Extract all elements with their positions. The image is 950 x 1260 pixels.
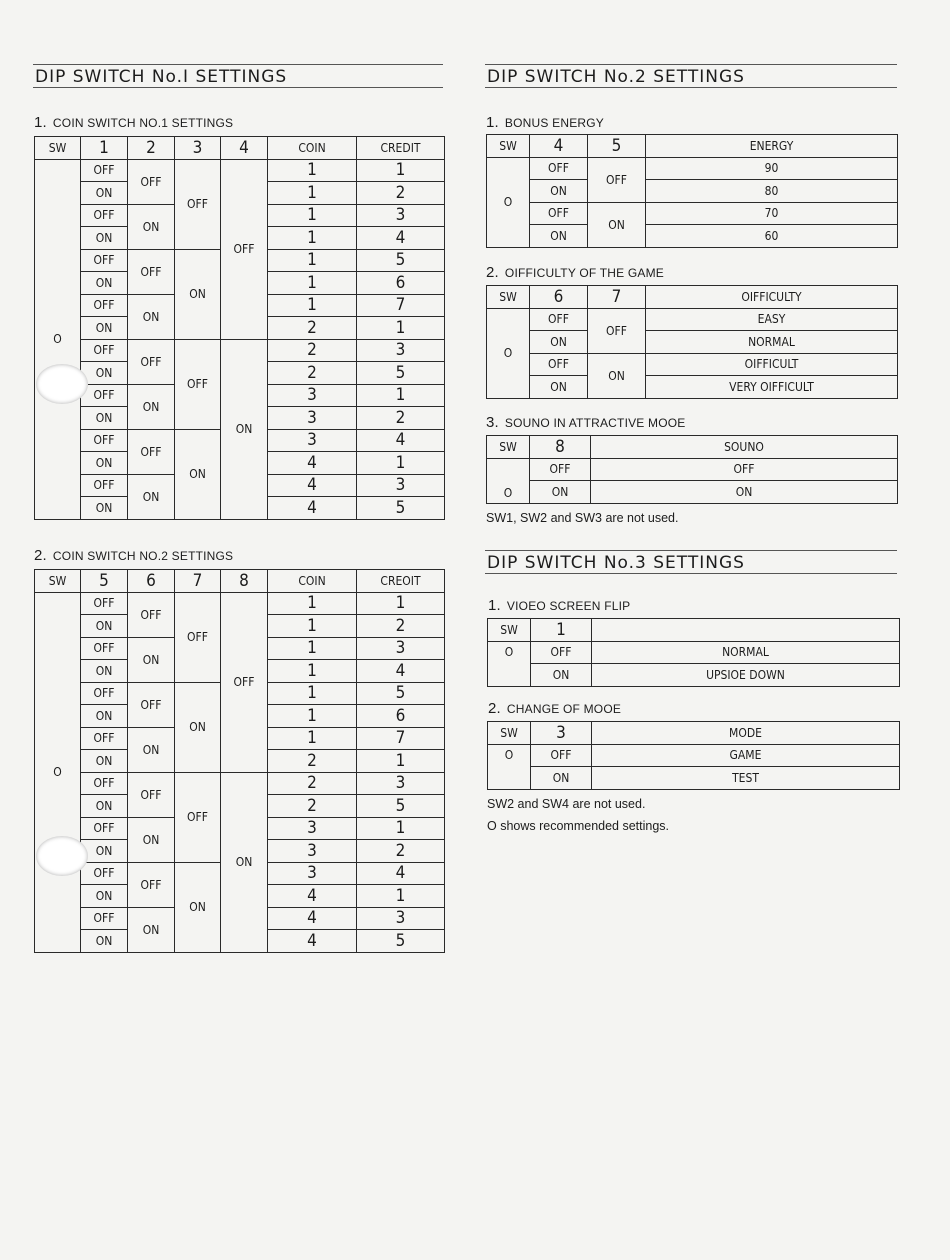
value-header: OIFFICULTY	[646, 286, 898, 309]
sw-header: SW	[35, 570, 81, 593]
switch-cell: ON	[81, 615, 128, 638]
coin-cell: 1	[268, 682, 357, 705]
coin-cell: 2	[268, 339, 357, 362]
value-cell: VERY OIFFICULT	[646, 376, 898, 399]
value-header: ENERGY	[646, 135, 898, 158]
flip-label: VIOEO SCREEN FLIP	[506, 599, 631, 613]
credit-cell: 5	[357, 497, 445, 520]
credit-cell: 4	[357, 660, 445, 683]
value-header	[592, 619, 900, 642]
coin1-subheading	[34, 114, 233, 131]
coin-cell: 3	[268, 384, 357, 407]
switch-cell: OFF	[81, 637, 128, 660]
coin-cell: 3	[268, 817, 357, 840]
credit-cell: 1	[357, 384, 445, 407]
coin-cell: 2	[268, 317, 357, 340]
coin-cell: 3	[268, 862, 357, 885]
credit-cell: 1	[357, 750, 445, 773]
difficulty-label: OIFFICULTY OF THE GAME	[504, 266, 665, 280]
recommended-mark-symbol: O	[504, 747, 514, 762]
credit-cell: 1	[357, 317, 445, 340]
switch-cell: OFF	[128, 339, 175, 384]
coin-cell: 1	[268, 705, 357, 728]
switch-cell: ON	[175, 862, 221, 952]
coin-cell: 1	[268, 227, 357, 250]
credit-cell: 3	[357, 637, 445, 660]
credit-cell: 2	[357, 182, 445, 205]
switch-cell: OFF	[175, 159, 221, 249]
binder-hole-top	[36, 364, 88, 404]
header-row	[487, 286, 898, 309]
switch-cell: ON	[128, 817, 175, 862]
sw2-unused-note: SW1, SW2 and SW3 are not used.	[486, 511, 679, 525]
switch-cell: OFF	[128, 862, 175, 907]
table-row	[487, 481, 898, 504]
switch-cell: OFF	[175, 339, 221, 429]
switch-cell: ON	[81, 407, 128, 430]
switch-cell: ON	[175, 682, 221, 772]
recommended-mark-symbol: O	[503, 485, 513, 500]
table-row	[488, 641, 900, 664]
switch-cell: OFF	[81, 772, 128, 795]
sw-header: SW	[487, 286, 530, 309]
credit-cell: 1	[357, 452, 445, 475]
switch-cell: OFF	[531, 641, 592, 664]
switch-cell: OFF	[175, 592, 221, 682]
coin-cell: 3	[268, 840, 357, 863]
switch-cell: ON	[81, 840, 128, 863]
switch-cell: ON	[81, 885, 128, 908]
credit-cell: 3	[357, 474, 445, 497]
switch-cell: ON	[81, 660, 128, 683]
table-row	[488, 744, 900, 767]
header-row	[488, 722, 900, 745]
recommended-legend: O shows recommended settings.	[487, 819, 670, 833]
recommended-mark: O	[487, 157, 530, 247]
bonus-number: 1.	[486, 114, 499, 131]
credit-cell: 2	[357, 615, 445, 638]
switch-cell: ON	[128, 907, 175, 952]
credit-cell: 1	[357, 159, 445, 182]
coin-cell: 4	[268, 907, 357, 930]
table-row	[487, 157, 898, 180]
coin-cell: 3	[268, 407, 357, 430]
coin2-table	[34, 569, 445, 953]
coin-cell: 1	[268, 272, 357, 295]
coin1-label: COIN SWITCH NO.1 SETTINGS	[52, 116, 234, 130]
table-row	[35, 772, 445, 795]
switch-header: 5	[81, 570, 128, 593]
switch-cell: OFF	[588, 157, 646, 202]
switch-cell: ON	[81, 750, 128, 773]
coin-cell: 2	[268, 795, 357, 818]
bonus-subheading	[486, 114, 604, 131]
switch-header: 2	[128, 137, 175, 160]
credit-cell: 4	[357, 429, 445, 452]
recommended-mark-symbol: O	[504, 644, 514, 659]
value-cell: 80	[646, 180, 898, 203]
switch-cell: OFF	[530, 308, 588, 331]
coin2-label: COIN SWITCH NO.2 SETTINGS	[52, 549, 234, 563]
coin-cell: 4	[268, 474, 357, 497]
value-cell: TEST	[592, 767, 900, 790]
switch-header: 1	[531, 619, 592, 642]
coin-cell: 1	[268, 204, 357, 227]
credit-cell: 5	[357, 795, 445, 818]
mode-table	[487, 721, 900, 790]
switch-cell: OFF	[128, 592, 175, 637]
switch-cell: ON	[221, 339, 268, 519]
flip-number: 1.	[488, 597, 501, 614]
credit-cell: 1	[357, 885, 445, 908]
switch-cell: OFF	[81, 727, 128, 750]
switch-cell: OFF	[128, 772, 175, 817]
switch-cell: ON	[128, 294, 175, 339]
switch-cell: ON	[175, 429, 221, 519]
flip-subheading	[488, 597, 630, 614]
switch-cell: ON	[530, 376, 588, 399]
switch-cell: OFF	[530, 458, 591, 481]
coin-cell: 1	[268, 592, 357, 615]
sw-header: SW	[488, 722, 531, 745]
switch-cell: OFF	[81, 159, 128, 182]
coin1-table	[34, 136, 445, 520]
sound-table	[486, 435, 898, 504]
switch-header: 4	[530, 135, 588, 158]
bonus-table	[486, 134, 898, 248]
header-row	[488, 619, 900, 642]
credit-cell: 1	[357, 817, 445, 840]
value-header: SOUNO	[591, 436, 898, 459]
sw-header: SW	[35, 137, 81, 160]
switch-cell: ON	[81, 272, 128, 295]
switch-cell: ON	[221, 772, 268, 952]
credit-cell: 7	[357, 727, 445, 750]
switch-cell: ON	[531, 767, 592, 790]
sw-header: SW	[488, 619, 531, 642]
switch-header: 5	[588, 135, 646, 158]
coin2-number: 2.	[34, 547, 47, 564]
switch-header: 7	[588, 286, 646, 309]
switch-cell: OFF	[81, 294, 128, 317]
switch-cell: OFF	[81, 474, 128, 497]
switch-cell: OFF	[81, 817, 128, 840]
switch-header: 1	[81, 137, 128, 160]
switch-cell: ON	[81, 452, 128, 475]
value-cell: ON	[591, 481, 898, 504]
table-row	[488, 664, 900, 687]
credit-cell: 5	[357, 249, 445, 272]
switch-cell: OFF	[81, 249, 128, 272]
credit-cell: 4	[357, 227, 445, 250]
credit-cell: 6	[357, 272, 445, 295]
coin-cell: 4	[268, 930, 357, 953]
recommended-mark	[487, 458, 530, 503]
sw2-heading: DIP SWITCH No.2 SETTINGS	[485, 64, 897, 88]
coin-cell: 2	[268, 362, 357, 385]
switch-cell: OFF	[81, 907, 128, 930]
credit-cell: 3	[357, 907, 445, 930]
value-cell: 90	[646, 157, 898, 180]
table-row	[487, 353, 898, 376]
coin-cell: 1	[268, 182, 357, 205]
sw-header: SW	[487, 436, 530, 459]
coin-cell: 4	[268, 885, 357, 908]
switch-cell: ON	[128, 384, 175, 429]
switch-cell: ON	[530, 225, 588, 248]
sw3-heading: DIP SWITCH No.3 SETTINGS	[485, 550, 897, 574]
switch-header: 8	[221, 570, 268, 593]
value-cell: EASY	[646, 308, 898, 331]
recommended-mark	[488, 744, 531, 789]
switch-header: 6	[530, 286, 588, 309]
switch-cell: OFF	[531, 744, 592, 767]
header-row	[487, 436, 898, 459]
sw-header: SW	[487, 135, 530, 158]
switch-header: 4	[221, 137, 268, 160]
coin-cell: 1	[268, 294, 357, 317]
switch-cell: OFF	[128, 249, 175, 294]
switch-cell: OFF	[588, 308, 646, 353]
credit-cell: 3	[357, 339, 445, 362]
value-header: MODE	[592, 722, 900, 745]
mode-number: 2.	[488, 700, 501, 717]
switch-cell: ON	[175, 249, 221, 339]
switch-cell: ON	[530, 180, 588, 203]
table-row	[35, 339, 445, 362]
header-row	[35, 570, 445, 593]
sw1-heading: DIP SWITCH No.I SETTINGS	[33, 64, 443, 88]
table-row	[35, 159, 445, 182]
switch-header: 3	[175, 137, 221, 160]
switch-cell: OFF	[81, 592, 128, 615]
header-row	[35, 137, 445, 160]
table-row	[487, 202, 898, 225]
credit-cell: 1	[357, 592, 445, 615]
value-cell: NORMAL	[646, 331, 898, 354]
coin-cell: 1	[268, 615, 357, 638]
switch-cell: OFF	[81, 682, 128, 705]
value-cell: 60	[646, 225, 898, 248]
table-row	[487, 331, 898, 354]
switch-cell: ON	[81, 362, 128, 385]
header-row	[487, 135, 898, 158]
binder-hole-bottom	[36, 836, 88, 876]
credit-cell: 4	[357, 862, 445, 885]
switch-header: 3	[531, 722, 592, 745]
switch-cell: OFF	[128, 682, 175, 727]
switch-cell: ON	[81, 930, 128, 953]
switch-cell: OFF	[128, 159, 175, 204]
switch-header: 6	[128, 570, 175, 593]
value-cell: OFF	[591, 458, 898, 481]
coin-header: COIN	[268, 137, 357, 160]
switch-cell: OFF	[81, 384, 128, 407]
table-row	[487, 225, 898, 248]
sound-number: 3.	[486, 414, 499, 431]
coin-cell: 1	[268, 727, 357, 750]
difficulty-number: 2.	[486, 264, 499, 281]
coin-cell: 1	[268, 660, 357, 683]
value-cell: NORMAL	[592, 641, 900, 664]
credit-header: CREDIT	[357, 137, 445, 160]
recommended-mark: O	[487, 308, 530, 398]
difficulty-subheading	[486, 264, 664, 281]
flip-table	[487, 618, 900, 687]
switch-cell: ON	[531, 664, 592, 687]
coin2-subheading	[34, 547, 233, 564]
table-row	[487, 376, 898, 399]
switch-cell: ON	[81, 705, 128, 728]
bonus-label: BONUS ENERGY	[504, 116, 605, 130]
switch-cell: OFF	[530, 353, 588, 376]
mode-label: CHANGE OF MOOE	[506, 702, 622, 716]
coin-header: COIN	[268, 570, 357, 593]
switch-cell: ON	[128, 637, 175, 682]
table-row	[487, 308, 898, 331]
coin-cell: 1	[268, 637, 357, 660]
credit-header: CREOIT	[357, 570, 445, 593]
coin-cell: 1	[268, 249, 357, 272]
switch-cell: OFF	[530, 157, 588, 180]
coin-cell: 4	[268, 497, 357, 520]
switch-cell: ON	[128, 474, 175, 519]
credit-cell: 2	[357, 840, 445, 863]
switch-cell: ON	[588, 353, 646, 398]
switch-cell: ON	[530, 481, 591, 504]
recommended-mark: O	[35, 159, 81, 519]
switch-cell: ON	[128, 727, 175, 772]
table-row	[35, 592, 445, 615]
value-cell: 70	[646, 202, 898, 225]
value-cell: UPSIOE DOWN	[592, 664, 900, 687]
switch-cell: OFF	[81, 339, 128, 362]
switch-cell: OFF	[175, 772, 221, 862]
coin-cell: 4	[268, 452, 357, 475]
credit-cell: 3	[357, 204, 445, 227]
credit-cell: 6	[357, 705, 445, 728]
switch-cell: ON	[530, 331, 588, 354]
table-row	[488, 767, 900, 790]
switch-header: 7	[175, 570, 221, 593]
coin1-number: 1.	[34, 114, 47, 131]
table-row	[487, 458, 898, 481]
recommended-mark: O	[35, 592, 81, 952]
switch-header: 8	[530, 436, 591, 459]
credit-cell: 7	[357, 294, 445, 317]
credit-cell: 2	[357, 407, 445, 430]
coin-cell: 2	[268, 750, 357, 773]
switch-cell: OFF	[221, 592, 268, 772]
switch-cell: OFF	[530, 202, 588, 225]
switch-cell: ON	[81, 497, 128, 520]
sound-label: SOUNO IN ATTRACTIVE MOOE	[504, 416, 686, 430]
table-row	[487, 180, 898, 203]
credit-cell: 5	[357, 362, 445, 385]
switch-cell: ON	[81, 795, 128, 818]
switch-cell: OFF	[128, 429, 175, 474]
sw3-unused-note: SW2 and SW4 are not used.	[487, 797, 646, 811]
switch-cell: ON	[81, 317, 128, 340]
recommended-mark	[488, 641, 531, 686]
switch-cell: ON	[128, 204, 175, 249]
switch-cell: ON	[81, 227, 128, 250]
credit-cell: 3	[357, 772, 445, 795]
switch-cell: OFF	[221, 159, 268, 339]
switch-cell: ON	[81, 182, 128, 205]
credit-cell: 5	[357, 682, 445, 705]
coin-cell: 3	[268, 429, 357, 452]
switch-cell: ON	[588, 202, 646, 247]
difficulty-table	[486, 285, 898, 399]
switch-cell: OFF	[81, 204, 128, 227]
coin-cell: 1	[268, 159, 357, 182]
switch-cell: OFF	[81, 862, 128, 885]
coin-cell: 2	[268, 772, 357, 795]
value-cell: GAME	[592, 744, 900, 767]
credit-cell: 5	[357, 930, 445, 953]
mode-subheading	[488, 700, 621, 717]
sound-subheading	[486, 414, 686, 431]
value-cell: OIFFICULT	[646, 353, 898, 376]
switch-cell: OFF	[81, 429, 128, 452]
